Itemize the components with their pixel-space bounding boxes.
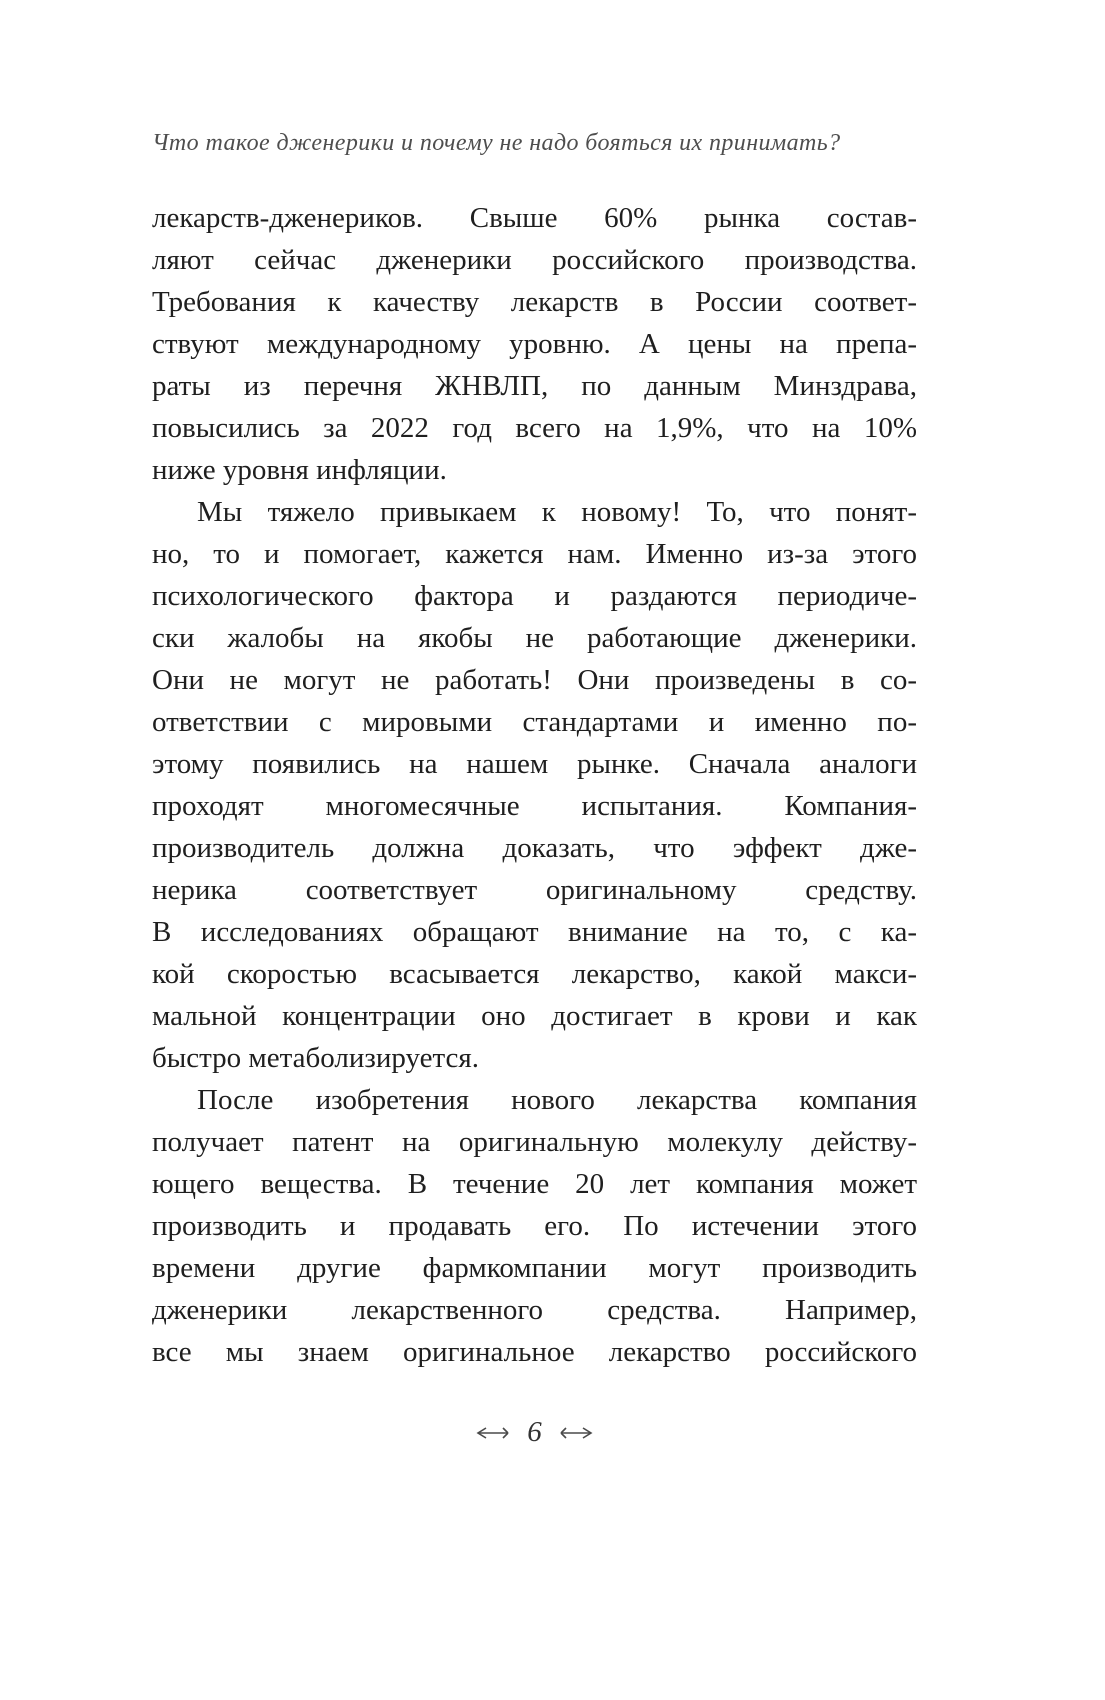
text-line: Требования к качеству лекарств в России соответ- — [152, 286, 917, 318]
text-line: Они не могут не работать! Они произведены в со- — [152, 664, 917, 696]
text-line: этому появились на нашем рынке. Сначала аналоги — [152, 748, 917, 780]
left-arrow-ornament-icon — [475, 1426, 511, 1440]
text-line: После изобретения нового лекарства компания — [197, 1084, 917, 1116]
paragraph — [152, 491, 917, 1079]
text-line: В исследованиях обращают внимание на то, с ка- — [152, 916, 917, 948]
paragraph — [152, 1079, 917, 1373]
text-line: производитель должна доказать, что эффект дже- — [152, 832, 917, 864]
text-line: повысились за 2022 год всего на 1,9%, что на 10% — [152, 412, 917, 444]
text-line: ющего вещества. В течение 20 лет компания может — [152, 1168, 917, 1200]
text-line: ляют сейчас дженерики российского производства. — [152, 244, 917, 276]
text-line: ски жалобы на якобы не работающие дженерики. — [152, 622, 917, 654]
text-line: мальной концентрации оно достигает в крови и как — [152, 1000, 917, 1032]
text-line: быстро метаболизируется. — [152, 1042, 479, 1074]
text-line: ниже уровня инфляции. — [152, 454, 447, 486]
text-line: раты из перечня ЖНВЛП, по данным Минздрава, — [152, 370, 917, 402]
text-line: получает патент на оригинальную молекулу действу- — [152, 1126, 917, 1158]
body-text — [152, 197, 917, 1373]
text-line: производить и продавать его. По истечении этого — [152, 1210, 917, 1242]
paragraph — [152, 197, 917, 491]
text-line: но, то и помогает, кажется нам. Именно из-за этого — [152, 538, 917, 570]
text-line: все мы знаем оригинальное лекарство российского — [152, 1336, 917, 1368]
running-header: Что такое дженерики и почему не надо бояться их принимать? — [152, 130, 841, 156]
text-line: психологического фактора и раздаются периодиче- — [152, 580, 917, 612]
text-line: лекарств-дженериков. Свыше 60% рынка состав- — [152, 202, 917, 234]
page-number: 6 — [527, 1416, 542, 1448]
page-footer — [152, 1418, 917, 1447]
text-line: проходят многомесячные испытания. Компания- — [152, 790, 917, 822]
text-line: нерика соответствует оригинальному средству. — [152, 874, 917, 906]
text-line: ствуют международному уровню. А цены на препа- — [152, 328, 917, 360]
text-line: кой скоростью всасывается лекарство, какой макси- — [152, 958, 917, 990]
right-arrow-ornament-icon — [558, 1426, 594, 1440]
text-line: времени другие фармкомпании могут производить — [152, 1252, 917, 1284]
text-line: ответствии с мировыми стандартами и именно по- — [152, 706, 917, 738]
text-line: Мы тяжело привыкаем к новому! То, что понят- — [197, 496, 917, 528]
text-line: дженерики лекарственного средства. Например, — [152, 1294, 917, 1326]
